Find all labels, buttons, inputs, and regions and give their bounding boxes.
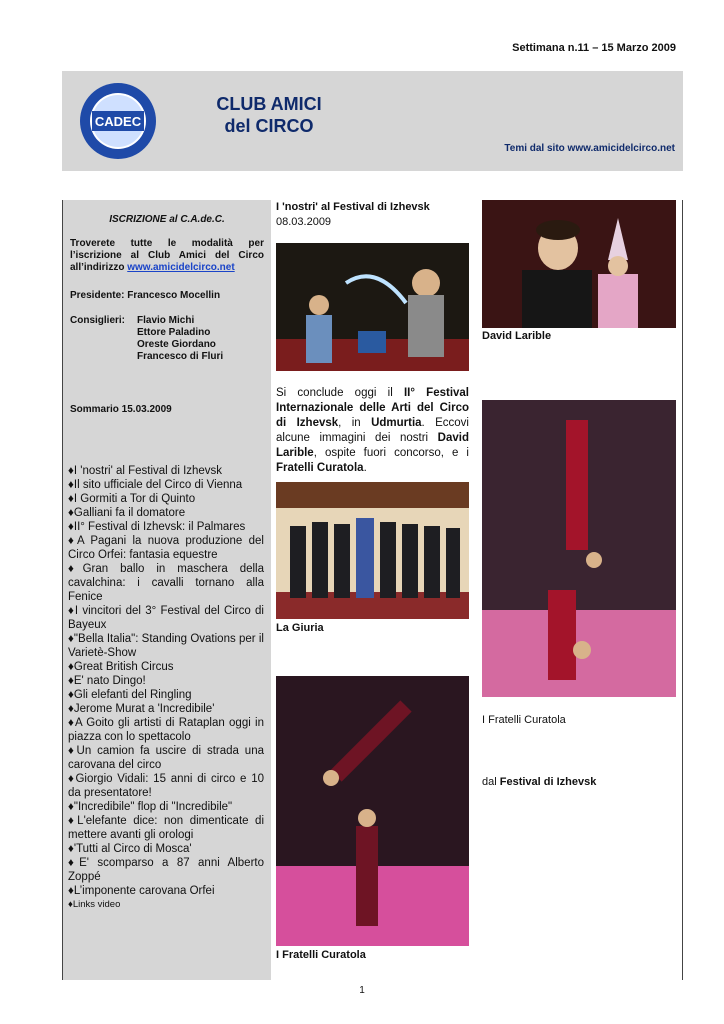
toc-item[interactable]: ♦Gran ballo in maschera della cavalchina: i cavalli tornano alla Fenice [68,563,264,603]
toc-item[interactable]: ♦A Goito gli artisti di Rataplan oggi in piazza con lo spettacolo [68,717,264,743]
toc-item[interactable]: ♦E' nato Dingo! [68,675,146,687]
subscription-heading: ISCRIZIONE al C.A.de.C. [109,214,225,225]
toc-item[interactable]: ♦'Tutti al Circo di Mosca' [68,843,192,855]
toc-item[interactable]: ♦Jerome Murat a 'Incredibile' [68,703,215,715]
caption-larible: David Larible [482,330,552,342]
toc-item[interactable]: ♦II° Festival di Izhevsk: il Palmares [68,521,246,533]
toc-item[interactable]: ♦Gli elefanti del Ringling [68,689,192,701]
caption-jury: La Giuria [276,622,324,634]
caption-curatola-bottom: I Fratelli Curatola [276,949,366,961]
toc-item[interactable]: ♦I Gormiti a Tor di Quinto [68,493,196,505]
photo-clown-water [276,243,469,371]
article-body: Si conclude oggi il II° Festival Internazionale delle Arti del Circo di Izhevsk, in Udmurtia. Eccovi alcune immagini dei nostri David Larible, ospite fuori concorso, e i Fratelli Curatola. [276,387,469,474]
right-border [682,200,683,980]
toc-item[interactable]: ♦Galliani fa il domatore [68,507,186,519]
toc-item[interactable]: ♦"Bella Italia": Standing Ovations per il Varietè-Show [68,633,264,659]
issue-date: Settimana n.11 – 15 Marzo 2009 [512,42,676,54]
page-number: 1 [359,985,365,996]
toc-item[interactable]: ♦"Incredibile" flop di "Incredibile" [68,801,233,813]
article-header [276,200,469,230]
toc-item[interactable]: ♦A Pagani la nuova produzione del Circo Orfei: fantasia equestre [68,535,264,561]
toc-item[interactable]: ♦I vincitori del 3° Festival del Circo di Bayeux [68,605,264,631]
photo-david-larible [482,200,676,328]
toc-item[interactable]: ♦Great British Circus [68,661,174,673]
photo-curatola-acrobatics [276,676,469,946]
toc-item[interactable]: ♦L'elefante dice: non dimenticate di mettere avanti gli orologi [68,815,264,841]
caption-festival: dal Festival di Izhevsk [482,776,597,788]
svg-text:CADEC: CADEC [94,114,142,129]
councillors-label: Consiglieri: [70,315,126,326]
toc-item[interactable]: ♦Giorgio Vidali: 15 anni di circo e 10 da presentatore! [68,773,264,799]
president: Presidente: Francesco Mocellin [70,290,221,301]
photo-curatola-handstand [482,400,676,697]
photo-jury [276,482,469,619]
caption-curatola-right: I Fratelli Curatola [482,714,566,726]
toc-item[interactable]: ♦Un camion fa uscire di strada una carovana del circo [68,745,264,771]
club-title: CLUB AMICI del CIRCO [216,94,322,136]
toc-item[interactable]: ♦E' scomparso a 87 anni Alberto Zoppé [68,857,264,883]
subscription-text: Troverete tutte le modalità per l’iscrizione al Club Amici del Circo all’indirizzo www.amicidelcirco.net [70,238,264,273]
article-title: I 'nostri' al Festival di Izhevsk [276,201,430,213]
masthead [62,71,683,171]
councillors-list: Flavio Michi Ettore Paladino Oreste Giordano Francesco di Fluri [137,315,224,362]
toc-item[interactable]: ♦I 'nostri' al Festival di Izhevsk [68,465,223,477]
toc-item[interactable]: ♦Il sito ufficiale del Circo di Vienna [68,479,243,491]
summary-title: Sommario 15.03.2009 [70,404,172,415]
club-website-link[interactable]: www.amicidelcirco.net [127,262,235,273]
sidebar [62,200,271,980]
toc-item[interactable]: ♦Links video [68,899,121,910]
club-logo [78,81,158,161]
site-tagline: Temi dal sito www.amicidelcirco.net [504,143,675,154]
article-date: 08.03.2009 [276,216,332,228]
toc-item[interactable]: ♦L’imponente carovana Orfei [68,885,215,897]
table-of-contents [68,464,264,912]
